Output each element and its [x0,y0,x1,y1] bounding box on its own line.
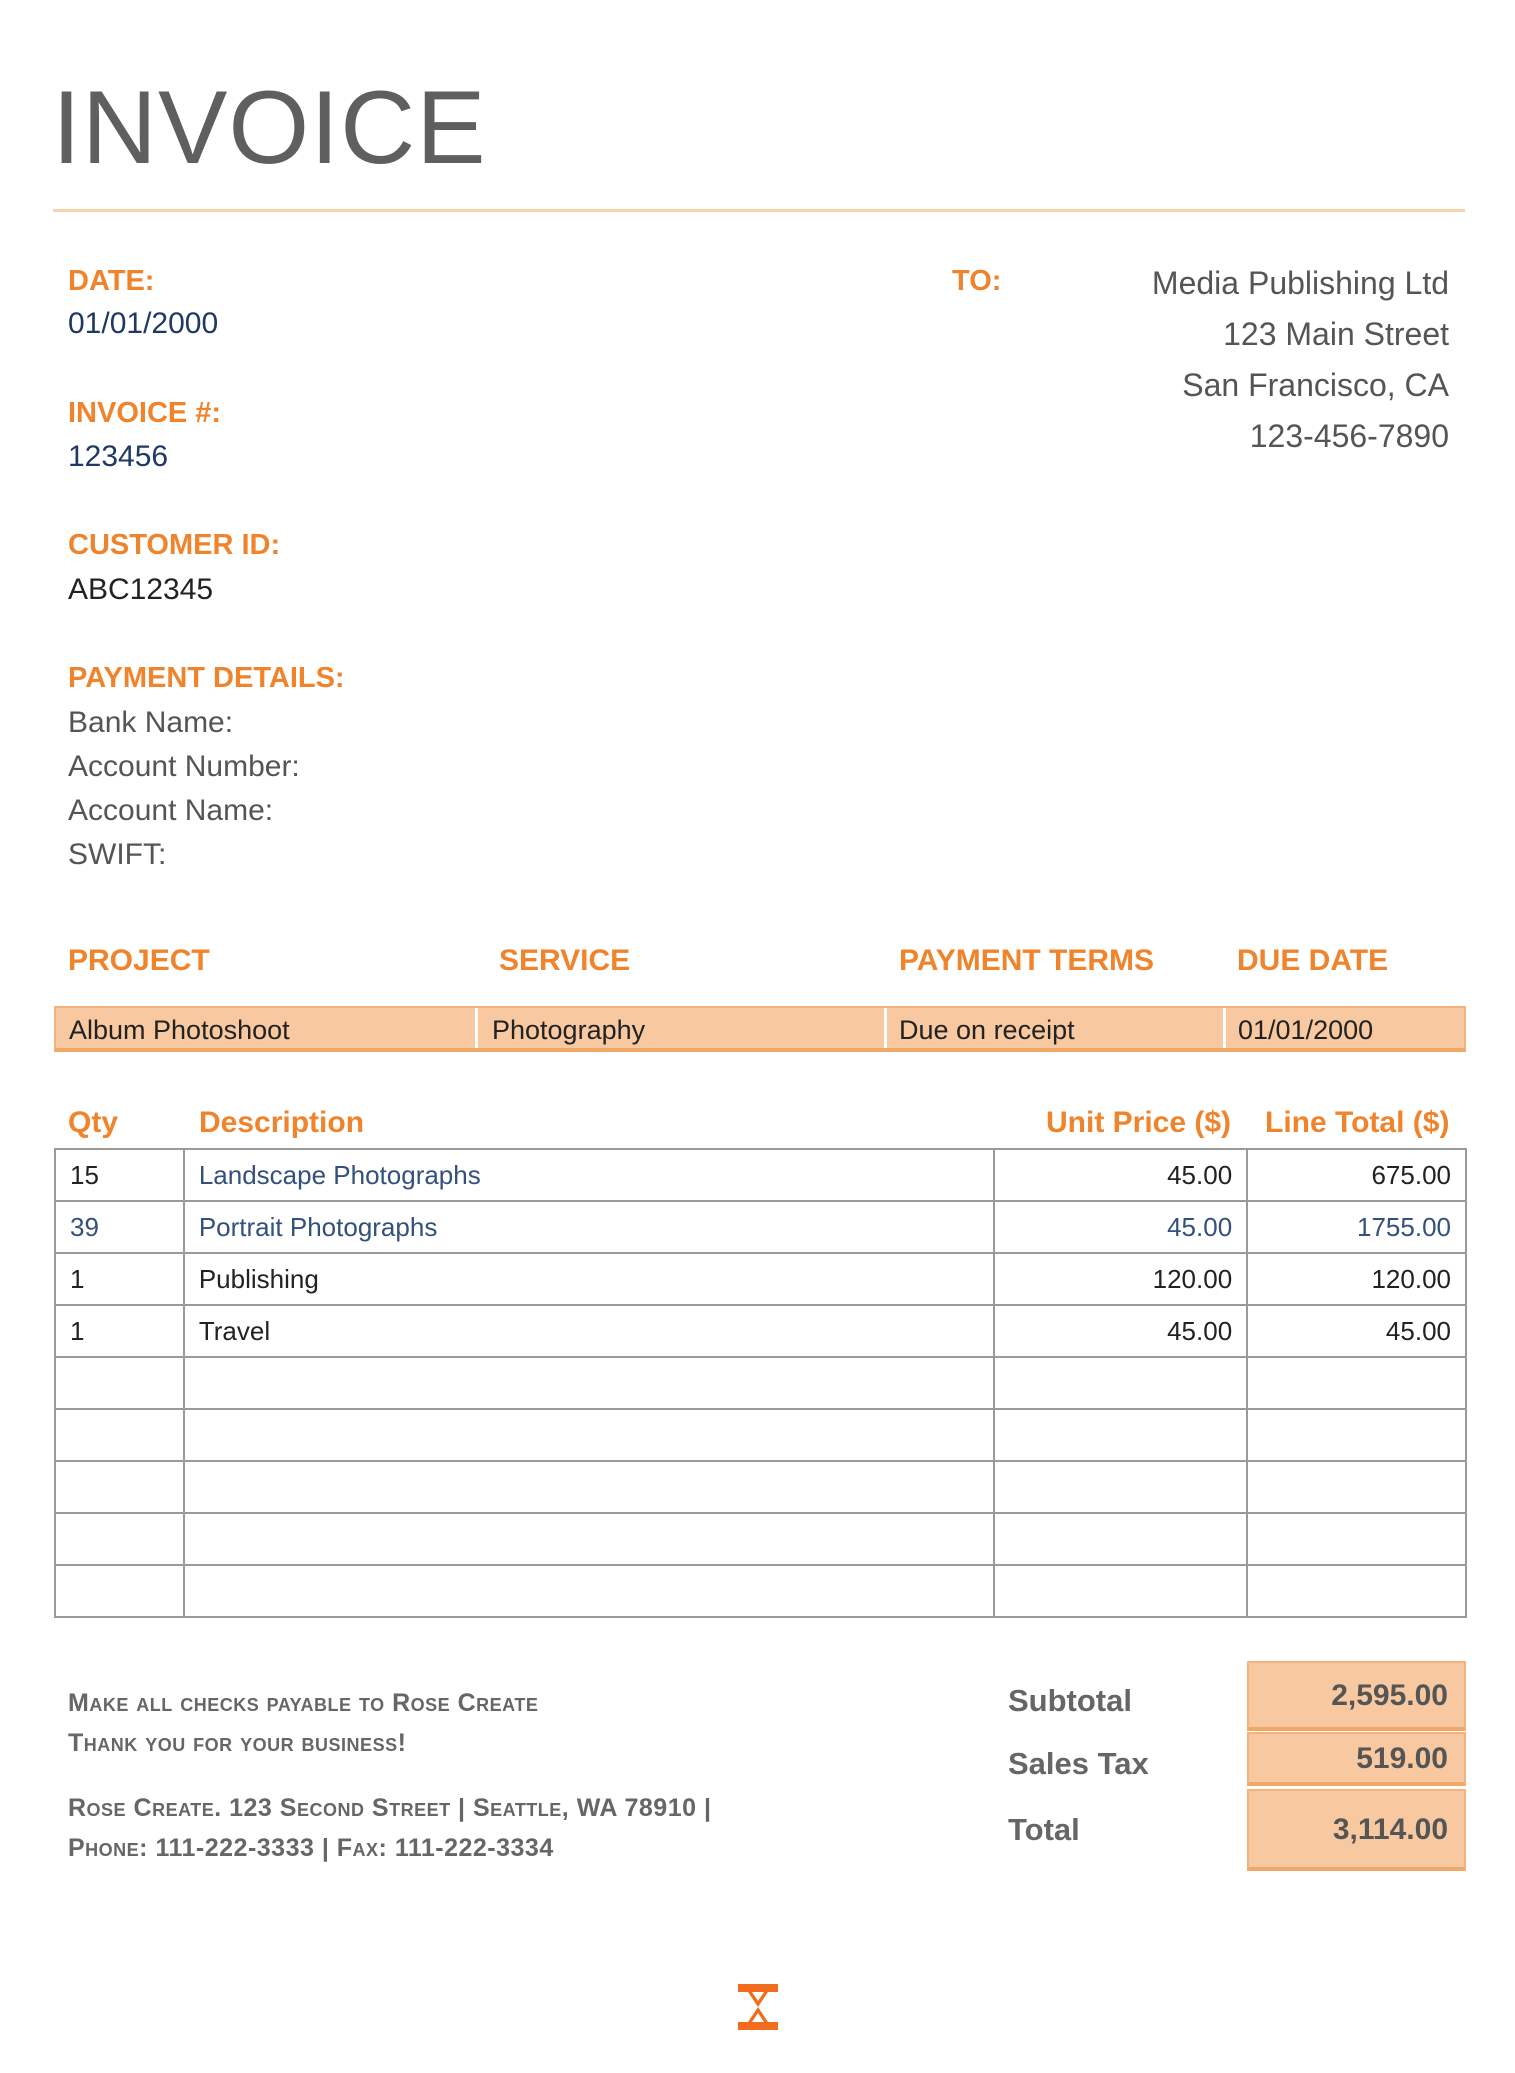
line-total-cell: 1755.00 [1247,1201,1466,1253]
table-row [55,1409,1466,1461]
table-row [55,1305,1466,1357]
description-header: Description [199,1106,365,1139]
description-cell [184,1461,995,1513]
project-row [54,1006,1466,1052]
description-cell: Publishing [184,1253,995,1305]
line-total-cell [1247,1357,1466,1409]
sales-tax-value: 519.00 [1247,1732,1466,1786]
description-cell: Travel [184,1305,995,1357]
line-total-cell: 120.00 [1247,1253,1466,1305]
table-row [55,1201,1466,1253]
qty-header: Qty [68,1106,119,1139]
line-total-cell: 45.00 [1247,1305,1466,1357]
qty-cell: 39 [55,1201,184,1253]
description-cell: Landscape Photographs [184,1149,995,1201]
description-cell: Portrait Photographs [184,1201,995,1253]
qty-cell: 1 [55,1305,184,1357]
total-label: Total [1008,1812,1080,1847]
customer-id-label: CUSTOMER ID: [68,529,281,561]
hourglass-logo-icon [736,1982,780,2032]
recipient-name: Media Publishing Ltd [1151,265,1449,301]
service-header: SERVICE [499,944,631,977]
company-contact: Phone: 111-222-3333 | Fax: 111-222-3334 [68,1834,554,1862]
payment-terms-cell: Due on receipt [899,1015,1075,1045]
date-value: 01/01/2000 [68,307,219,340]
table-row [55,1149,1466,1201]
thank-you-note: Thank you for your business! [68,1729,407,1757]
payment-terms-header: PAYMENT TERMS [899,944,1155,977]
unit-price-cell [994,1461,1247,1513]
account-name-line: Account Name: [68,794,274,827]
unit-price-cell [994,1409,1247,1461]
payment-details-label: PAYMENT DETAILS: [68,662,345,694]
unit-price-cell [994,1513,1247,1565]
table-row [55,1513,1466,1565]
total-value: 3,114.00 [1247,1789,1466,1871]
line-total-header: Line Total ($) [1265,1106,1450,1139]
line-total-cell [1247,1409,1466,1461]
recipient-street: 123 Main Street [1223,316,1449,352]
company-address: Rose Create. 123 Second Street | Seattle, WA 78910 | [68,1794,712,1822]
table-row [55,1253,1466,1305]
qty-cell [55,1513,184,1565]
unit-price-cell: 45.00 [994,1149,1247,1201]
unit-price-cell: 45.00 [994,1305,1247,1357]
description-cell [184,1565,995,1617]
subtotal-label: Subtotal [1008,1683,1132,1718]
line-items-table [54,1148,1467,1618]
swift-line: SWIFT: [68,838,167,871]
qty-cell [55,1409,184,1461]
table-row [55,1565,1466,1617]
subtotal-value: 2,595.00 [1247,1661,1466,1731]
description-cell [184,1513,995,1565]
date-label: DATE: [68,265,155,297]
table-row [55,1461,1466,1513]
account-number-line: Account Number: [68,750,300,783]
invoice-title: INVOICE [52,70,487,186]
unit-price-cell: 120.00 [994,1253,1247,1305]
column-divider [1223,1008,1226,1048]
unit-price-cell: 45.00 [994,1201,1247,1253]
title-divider [53,209,1465,212]
to-label: TO: [952,265,1002,297]
column-divider [884,1008,887,1048]
qty-cell [55,1461,184,1513]
qty-cell [55,1565,184,1617]
due-date-cell: 01/01/2000 [1238,1015,1374,1045]
recipient-phone: 123-456-7890 [1249,418,1449,454]
line-total-cell [1247,1513,1466,1565]
customer-id-value: ABC12345 [68,573,214,606]
table-row [55,1357,1466,1409]
column-divider [475,1008,478,1048]
project-header: PROJECT [68,944,210,977]
checks-payable-note: Make all checks payable to Rose Create [68,1689,539,1717]
description-cell [184,1409,995,1461]
due-date-header: DUE DATE [1237,944,1389,977]
qty-cell: 1 [55,1253,184,1305]
invoice-number-label: INVOICE #: [68,397,222,429]
line-total-cell: 675.00 [1247,1149,1466,1201]
invoice-number-value: 123456 [68,440,169,473]
sales-tax-label: Sales Tax [1008,1746,1149,1781]
bank-name-line: Bank Name: [68,706,234,739]
unit-price-cell [994,1565,1247,1617]
description-cell [184,1357,995,1409]
unit-price-cell [994,1357,1247,1409]
qty-cell [55,1357,184,1409]
qty-cell: 15 [55,1149,184,1201]
line-total-cell [1247,1461,1466,1513]
recipient-city: San Francisco, CA [1182,367,1449,403]
project-cell: Album Photoshoot [69,1015,290,1045]
service-cell: Photography [492,1015,646,1045]
unit-price-header: Unit Price ($) [1046,1106,1232,1139]
recipient-address [1152,258,1449,462]
line-total-cell [1247,1565,1466,1617]
